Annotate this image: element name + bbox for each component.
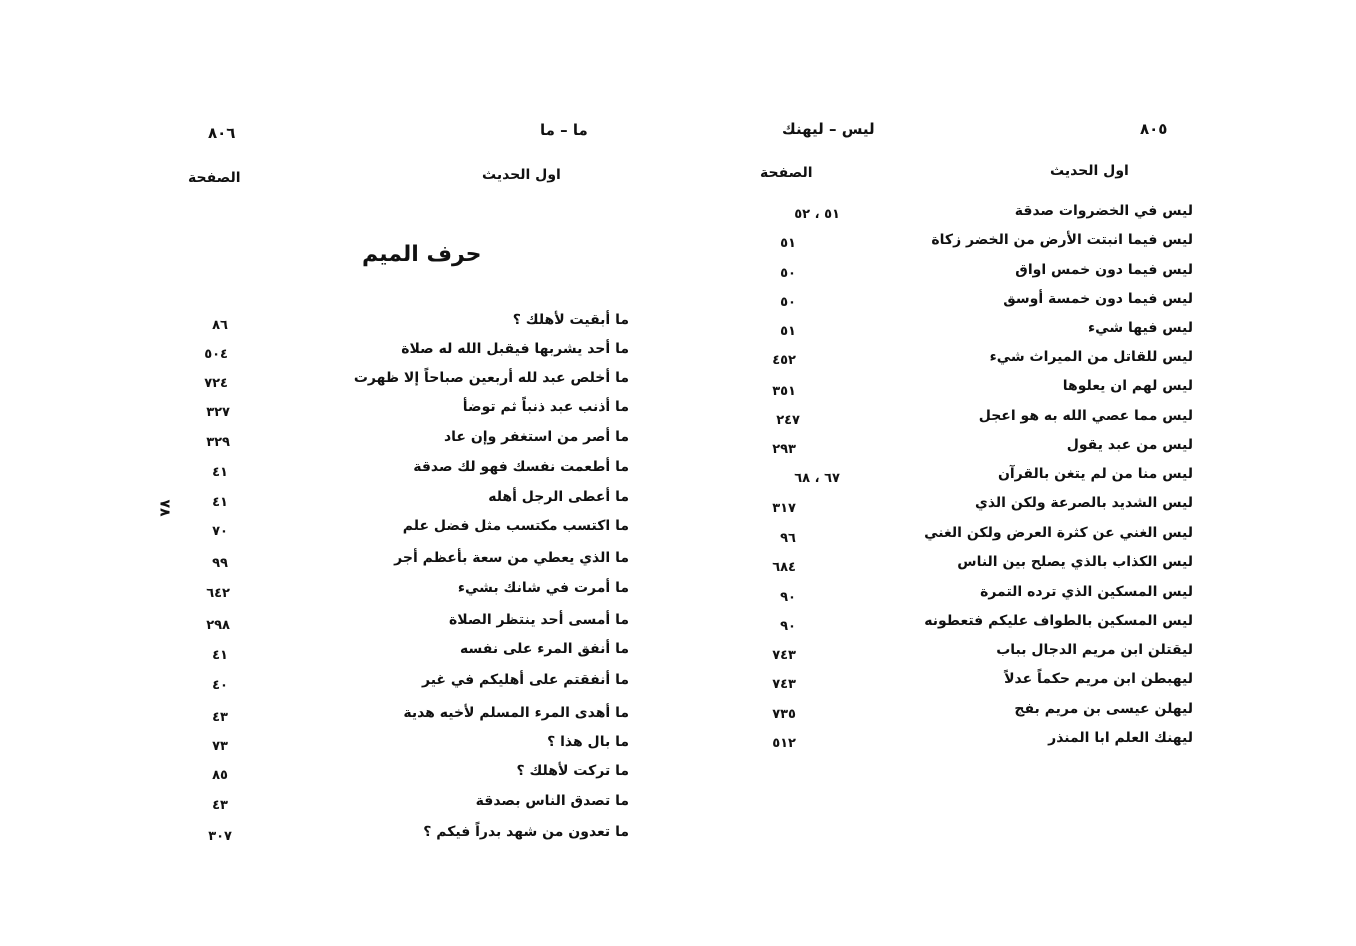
left-entry-text: ما أمسى أحد ينتظر الصلاة (448, 612, 629, 628)
right-column-header-page: الصفحة (760, 165, 813, 181)
right-entry-text: ليهلن عيسى بن مريم بفج (1014, 701, 1193, 717)
right-entry-pages: ٢٩٣ (772, 442, 796, 457)
section-title: حرف الميم (362, 242, 482, 267)
right-entry-text: ليس المسكين بالطواف عليكم فتعطونه (924, 613, 1193, 629)
right-column-header-hadith: اول الحديث (1050, 163, 1129, 179)
left-entry-pages: ٧٣ (212, 739, 228, 754)
right-entry-pages: ٩٠ (780, 619, 796, 634)
right-entry-text: ليس فيما دون خمسة أوسق (1003, 291, 1193, 307)
left-entry-text: ما أنفقتم على أهليكم في غير (421, 672, 629, 688)
left-entry-text: ما تصدق الناس بصدقة (475, 793, 629, 809)
left-entry-text: ما أمرت في شانك بشيء (457, 580, 629, 596)
right-entry-pages: ٧٤٣ (772, 677, 796, 692)
left-entry-pages: ٨٥ (212, 768, 228, 783)
left-entry-text: ما أعطى الرجل أهله (488, 489, 629, 505)
right-page-number: ٨٠٥ (1140, 120, 1168, 138)
left-entry-text: ما أذنب عبد ذنباً ثم توضأ (462, 399, 629, 415)
right-entry-pages: ٧٣٥ (772, 707, 796, 722)
right-entry-pages: ٥٠ (780, 295, 796, 310)
left-running-head: ما – ما (540, 121, 588, 139)
left-entry-text: ما بال هذا ؟ (547, 734, 629, 750)
left-column-header-hadith: اول الحديث (482, 167, 561, 183)
right-entry-text: ليس الكذاب بالذي يصلح بين الناس (957, 554, 1193, 570)
left-entry-text: ما تعدون من شهد بدراً فيكم ؟ (423, 824, 629, 840)
left-entry-pages: ٦٤٢ (206, 586, 230, 601)
margin-page-number: ٧٨ (156, 499, 173, 517)
right-entry-pages: ٣٥١ (772, 384, 796, 399)
left-entry-pages: ٧٠ (212, 524, 228, 539)
right-entry-text: ليس فيما انبتت الأرض من الخضر زكاة (931, 232, 1193, 248)
right-entry-text: ليس في الخضروات صدقة (1014, 203, 1193, 219)
left-entry-text: ما الذي يعطي من سعة بأعظم أجر (394, 550, 629, 566)
right-entry-pages: ٥١ (780, 236, 796, 251)
right-entry-pages: ٥١ (780, 324, 796, 339)
right-entry-text: ليس من عبد يقول (1066, 437, 1193, 453)
left-entry-pages: ٢٩٨ (206, 618, 230, 633)
left-entry-pages: ٤١ (212, 648, 228, 663)
right-entry-text: ليس الشديد بالصرعة ولكن الذي (975, 495, 1193, 511)
left-entry-text: ما أبقيت لأهلك ؟ (512, 312, 629, 328)
right-entry-text: ليقتلن ابن مريم الدجال بباب (996, 642, 1193, 658)
right-entry-pages: ٥١ ، ٥٢ (794, 207, 840, 222)
left-entry-pages: ٤١ (212, 495, 228, 510)
left-column-header-page: الصفحة (188, 170, 241, 186)
right-entry-pages: ٣١٧ (772, 501, 796, 516)
right-entry-pages: ٤٥٢ (772, 353, 796, 368)
right-entry-pages: ٧٤٣ (772, 648, 796, 663)
left-entry-pages: ٨٦ (212, 318, 228, 333)
left-entry-pages: ٣٢٩ (206, 435, 230, 450)
right-running-head: ليس – ليهنك (782, 120, 875, 138)
left-entry-text: ما أصر من استغفر وإن عاد (443, 429, 629, 445)
left-entry-pages: ٣٠٧ (208, 829, 232, 844)
left-entry-pages: ٥٠٤ (204, 347, 228, 362)
left-entry-text: ما تركت لأهلك ؟ (516, 763, 629, 779)
right-entry-pages: ٢٤٧ (776, 413, 800, 428)
right-entry-pages: ٩٠ (780, 590, 796, 605)
left-entry-text: ما أخلص عبد لله أربعين صباحاً إلا ظهرت (353, 370, 629, 386)
right-entry-text: ليس الغني عن كثرة العرض ولكن الغني (924, 525, 1193, 541)
right-entry-text: ليس للقاتل من الميراث شيء (989, 349, 1193, 365)
left-entry-pages: ٤٠ (212, 678, 228, 693)
right-entry-pages: ٩٦ (780, 531, 796, 546)
right-entry-text: ليس المسكين الذي ترده التمرة (980, 584, 1193, 600)
right-entry-text: ليس منا من لم يتغن بالقرآن (997, 466, 1193, 482)
right-entry-text: ليس فيها شيء (1088, 320, 1193, 336)
left-entry-pages: ٤٣ (212, 710, 228, 725)
left-entry-pages: ٩٩ (212, 556, 228, 571)
right-entry-pages: ٥٠ (780, 266, 796, 281)
right-entry-text: ليهبطن ابن مريم حكماً عدلاً (1004, 671, 1193, 687)
left-entry-text: ما أهدى المرء المسلم لأخيه هدية (403, 705, 629, 721)
left-entry-pages: ٤٣ (212, 798, 228, 813)
left-entry-pages: ٣٢٧ (206, 405, 230, 420)
right-entry-pages: ٥١٢ (772, 736, 796, 751)
left-entry-text: ما اكتسب مكتسب مثل فضل علم (402, 518, 629, 534)
right-entry-text: ليس لهم ان يعلوها (1062, 378, 1193, 394)
right-entry-pages: ٦٧ ، ٦٨ (794, 471, 840, 486)
left-entry-pages: ٧٢٤ (204, 376, 228, 391)
left-page-number: ٨٠٦ (208, 124, 236, 142)
left-entry-text: ما أحد يشربها فيقبل الله له صلاة (401, 341, 629, 357)
right-entry-text: ليس فيما دون خمس اواق (1015, 262, 1193, 278)
left-entry-pages: ٤١ (212, 465, 228, 480)
right-entry-text: ليهنك العلم ابا المنذر (1048, 730, 1193, 746)
left-entry-text: ما أطعمت نفسك فهو لك صدقة (413, 459, 629, 475)
right-entry-text: ليس مما عصي الله به هو اعجل (978, 408, 1193, 424)
right-entry-pages: ٦٨٤ (772, 560, 796, 575)
left-entry-text: ما أنفق المرء على نفسه (460, 641, 629, 657)
